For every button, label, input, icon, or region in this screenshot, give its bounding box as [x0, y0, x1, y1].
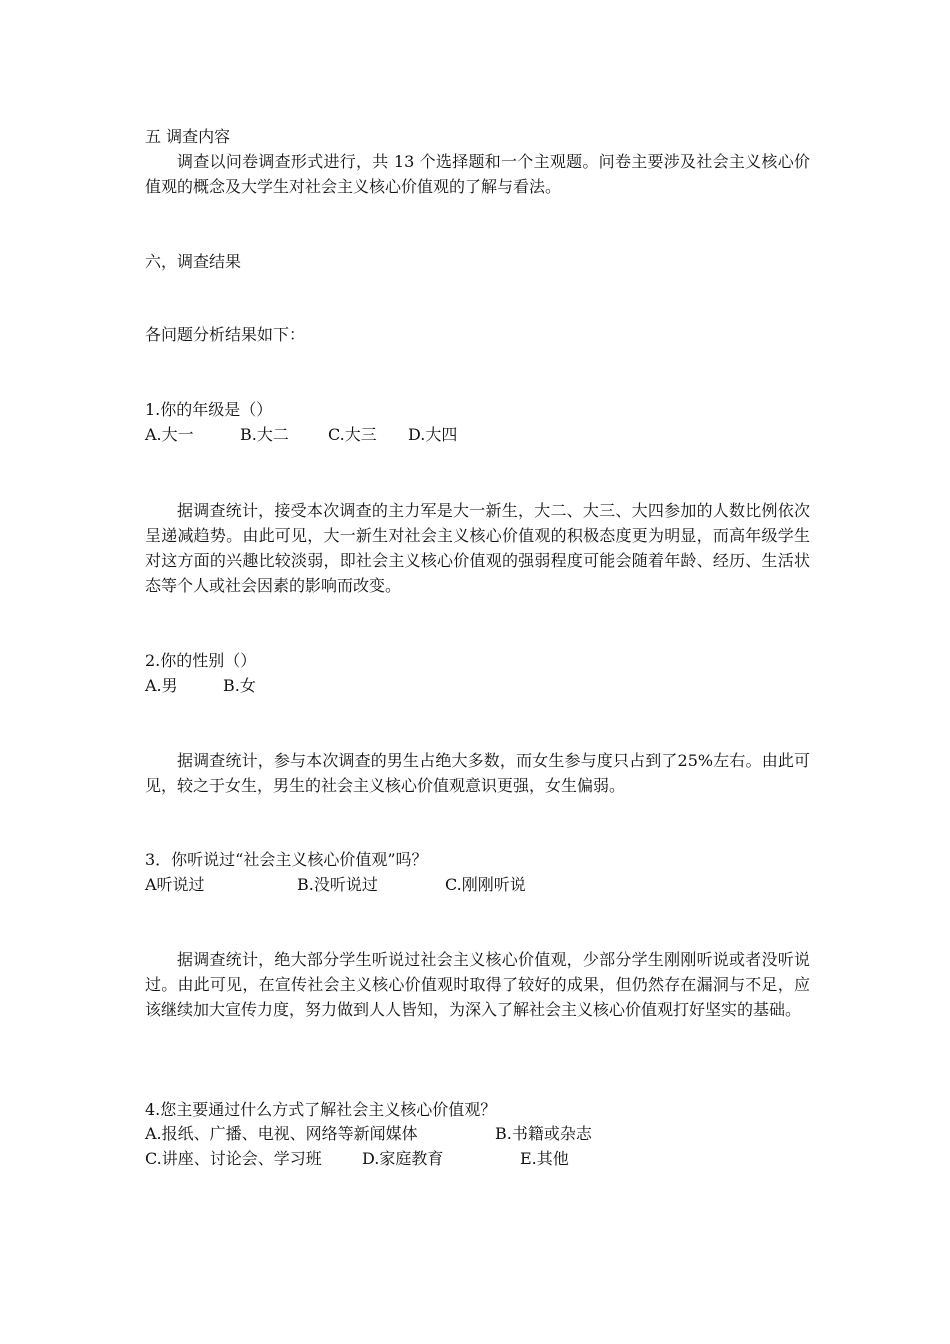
question-4-options-row-1 [145, 1121, 810, 1146]
question-3-analysis: 据调查统计，绝大部分学生听说过社会主义核心价值观，少部分学生刚刚听说或者没听说过。由此可见，在宣传社会主义核心价值观时取得了较好的成果，但仍然存在漏洞与不足，应该继续加大宣传力度，努力做到人人皆知，为深入了解社会主义核心价值观打好坚实的基础。 [145, 950, 810, 1019]
section5-body: 调查以问卷调查形式进行，共 13 个选择题和一个主观题。问卷主要涉及社会主义核心价值观的概念及大学生对社会主义核心价值观的了解与看法。 [145, 152, 810, 196]
section6-intro: 各问题分析结果如下： [145, 325, 306, 344]
question-4-options-row-2 [145, 1146, 810, 1171]
option-e: E.其他 [520, 1149, 569, 1168]
option-a: A.大一 [145, 425, 194, 444]
section5-heading: 五 调查内容 [145, 127, 231, 146]
option-c: C.大三 [328, 425, 377, 444]
question-4-title: 4.您主要通过什么方式了解社会主义核心价值观？ [145, 1100, 497, 1119]
option-b: B.女 [223, 676, 256, 695]
option-a: A.男 [145, 676, 178, 695]
section6-heading: 六，调查结果 [145, 252, 242, 271]
option-d: D.家庭教育 [362, 1149, 444, 1168]
option-a: A.报纸、广播、电视、网络等新闻媒体 [145, 1124, 418, 1143]
option-d: D.大四 [408, 425, 458, 444]
question-1-options [145, 422, 810, 447]
option-b: B.大二 [240, 425, 289, 444]
option-b: B.没听说过 [297, 875, 378, 894]
option-c: C.讲座、讨论会、学习班 [145, 1149, 322, 1168]
question-1-analysis: 据调查统计，接受本次调查的主力军是大一新生，大二、大三、大四参加的人数比例依次呈递减趋势。由此可见，大一新生对社会主义核心价值观的积极态度更为明显，而高年级学生对这方面的兴趣比较淡弱，即社会主义核心价值观的强弱程度可能会随着年龄、经历、生活状态等个人或社会因素的影响而改变。 [145, 501, 810, 595]
question-2-title: 2.你的性别（） [145, 651, 257, 670]
question-3-title: 3．你听说过“社会主义核心价值观”吗？ [145, 850, 428, 869]
question-1-title: 1.你的年级是（） [145, 400, 273, 419]
question-2-analysis: 据调查统计，参与本次调查的男生占绝大多数，而女生参与度只占到了25%左右。由此可见，较之于女生，男生的社会主义核心价值观意识更强，女生偏弱。 [145, 751, 810, 795]
option-c: C.刚刚听说 [445, 875, 526, 894]
option-a: A听说过 [145, 875, 205, 894]
question-2-options [145, 673, 810, 698]
option-b: B.书籍或杂志 [495, 1124, 592, 1143]
question-3-options [145, 872, 810, 897]
